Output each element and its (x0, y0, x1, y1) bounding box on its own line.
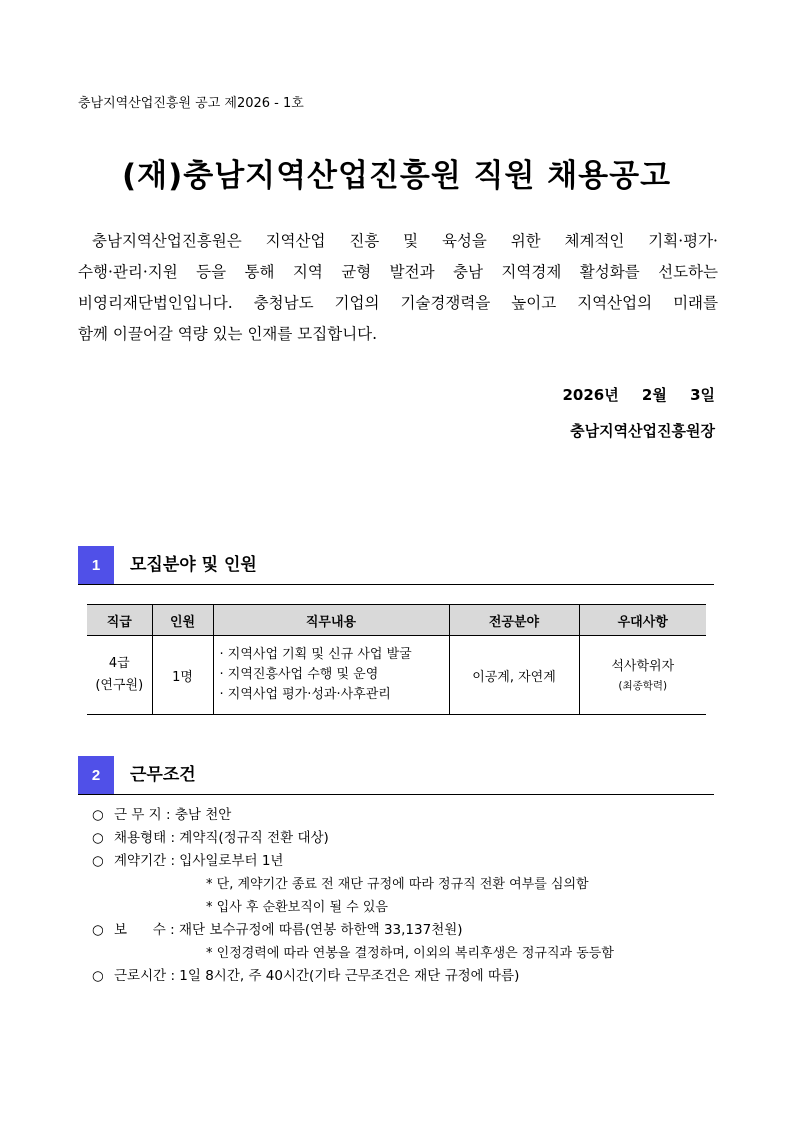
circle-bullet-icon: ○ (92, 968, 104, 984)
circle-bullet-icon: ○ (92, 807, 104, 823)
intro-paragraph (78, 226, 718, 350)
condition-text: 근로시간 : 1일 8시간, 주 40시간(기타 근무조건은 재단 규정에 따름) (114, 968, 520, 984)
section-1-header (78, 546, 714, 585)
pay-note: * 인정경력에 따라 연봉을 결정하며, 이외의 복리후생은 정규직과 동등함 (206, 946, 614, 961)
page-title: (재)충남지역산업진흥원 직원 채용공고 (121, 158, 672, 194)
condition-text: 근 무 지 : 충남 천안 (114, 807, 232, 823)
section-number-badge: 1 (78, 546, 114, 584)
preference-note: (최종학력) (618, 680, 668, 692)
condition-text: 보 수 : 재단 보수규정에 따름(연봉 하한액 33,137천원) (114, 922, 463, 938)
header-preference: 우대사항 (579, 605, 706, 636)
section-2-header (78, 756, 714, 795)
intro-line: 수행·관리·지원 등을 통해 지역 균형 발전과 충남 지역경제 활성화를 선도하는 (78, 263, 718, 281)
preference-text: 석사학위자 (611, 659, 675, 674)
grade-text: 4급 (108, 656, 130, 671)
list-item (92, 804, 614, 827)
cell-preference (579, 636, 706, 715)
duty-item: · 지역사업 기획 및 신규 사업 발굴 (219, 647, 412, 662)
intro-line: 함께 이끌어갈 역량 있는 인재를 모집합니다. (78, 325, 378, 343)
list-item (92, 965, 614, 988)
grade-sub-text: (연구원) (95, 678, 144, 693)
cell-major: 이공계, 자연계 (449, 636, 579, 715)
header-count: 인원 (152, 605, 213, 636)
contract-note: * 입사 후 순환보직이 될 수 있음 (206, 900, 388, 915)
condition-text: 계약기간 : 입사일로부터 1년 (114, 853, 284, 869)
duty-item: · 지역진흥사업 수행 및 운영 (219, 667, 379, 682)
section-title: 모집분야 및 인원 (130, 555, 257, 575)
circle-bullet-icon: ○ (92, 853, 104, 869)
duty-item: · 지역사업 평가·성과·사후관리 (219, 687, 391, 702)
notice-number: 충남지역산업진흥원 공고 제2026 - 1호 (78, 96, 304, 111)
list-item (92, 919, 614, 942)
signer: 충남지역산업진흥원장 (570, 422, 715, 440)
header-duties: 직무내용 (213, 605, 449, 636)
notice-date: 2026년 2월 3일 (562, 386, 715, 404)
circle-bullet-icon: ○ (92, 830, 104, 846)
circle-bullet-icon: ○ (92, 922, 104, 938)
recruitment-table (87, 604, 706, 715)
table-header-row (87, 605, 706, 636)
work-conditions-list (92, 804, 614, 988)
section-title: 근무조건 (130, 765, 196, 785)
cell-duties (213, 636, 449, 715)
condition-text: 채용형태 : 계약직(정규직 전환 대상) (114, 830, 329, 846)
intro-line: 충남지역산업진흥원은 지역산업 진흥 및 육성을 위한 체계적인 기획·평가· (92, 232, 718, 250)
section-number-badge: 2 (78, 756, 114, 794)
list-item (92, 850, 614, 873)
cell-count: 1명 (152, 636, 213, 715)
header-major: 전공분야 (449, 605, 579, 636)
list-item (92, 827, 614, 850)
intro-line: 비영리재단법인입니다. 충청남도 기업의 기술경쟁력을 높이고 지역산업의 미래를 (78, 294, 718, 312)
contract-note: * 단, 계약기간 종료 전 재단 규정에 따라 정규직 전환 여부를 심의함 (206, 877, 589, 892)
table-row (87, 636, 706, 715)
cell-grade (87, 636, 152, 715)
header-grade: 직급 (87, 605, 152, 636)
